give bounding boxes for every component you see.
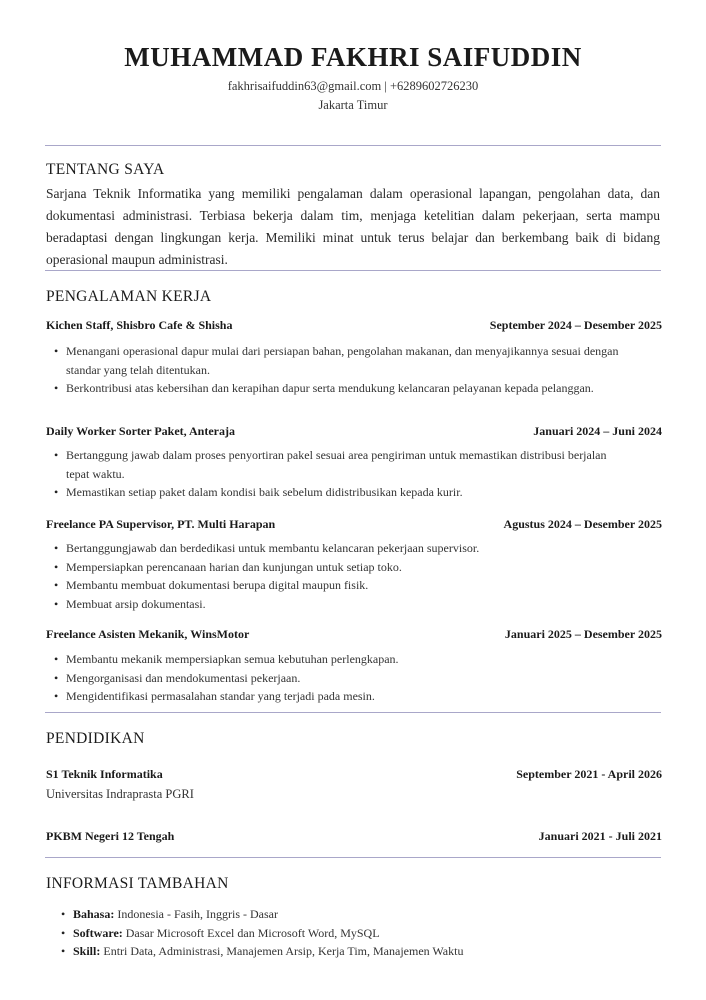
divider <box>45 712 661 713</box>
job-period: Januari 2025 – Desember 2025 <box>504 627 662 641</box>
about-text: Sarjana Teknik Informatika yang memiliki pengalaman dalam operasional lapangan, pengolahan data, dan dokumentasi administrasi. Terbiasa bekerja dalam tim, menjaga ketelitian dalam pekerjaan, serta mampu beradaptasi dengan lingkungan kerja. Memiliki minat untuk terus belajar dan berkembang baik di bidang operasional maupun administrasi. <box>46 186 660 267</box>
job-role: Freelance PA Supervisor, PT. Multi Harapan <box>46 517 276 531</box>
list-item: • Mempersiapkan perencanaan harian dan kunjungan untuk setiap toko. <box>66 558 626 577</box>
info-value: Dasar Microsoft Excel dan Microsoft Word, MySQL <box>125 925 380 940</box>
info-label: Bahasa: <box>73 907 115 921</box>
list-item: • Mengidentifikasi permasalahan standar yang terjadi pada mesin. <box>66 687 626 706</box>
list-item: • Menangani operasional dapur mulai dari persiapan bahan, pengolahan makanan, dan menyajikannya sesuai dengan standar yang telah ditentukan. <box>66 342 626 379</box>
section-title-education: PENDIDIKAN <box>46 730 145 747</box>
info-label: Skill: <box>73 944 101 958</box>
job-role: Freelance Asisten Mekanik, WinsMotor <box>46 627 250 641</box>
job-role: Kichen Staff, Shisbro Cafe & Shisha <box>46 318 233 332</box>
list-item <box>73 924 663 943</box>
education-period: September 2021 - April 2026 <box>516 767 662 781</box>
candidate-name: MUHAMMAD FAKHRI SAIFUDDIN <box>124 42 582 72</box>
job-period: Agustus 2024 – Desember 2025 <box>503 517 662 531</box>
job-period: September 2024 – Desember 2025 <box>489 318 662 332</box>
list-item: • Membantu mekanik mempersiapkan semua kebutuhan perlengkapan. <box>66 650 626 669</box>
info-label: Software: <box>73 925 123 940</box>
list-item: • Berkontribusi atas kebersihan dan kerapihan dapur serta mendukung kelancaran pelayanan kepada pelanggan. <box>66 379 626 398</box>
list-item: • Bertanggung jawab dalam proses penyortiran pakel sesuai area pengiriman untuk memastikan distribusi berjalan tepat waktu. <box>66 446 626 483</box>
education-period: Januari 2021 - Juli 2021 <box>538 829 662 843</box>
list-item: • Membuat arsip dokumentasi. <box>66 595 626 614</box>
list-item: • Membantu membuat dokumentasi berupa digital maupun fisik. <box>66 576 626 595</box>
additional-list <box>73 905 663 961</box>
info-value: Indonesia - Fasih, Inggris - Dasar <box>117 907 278 921</box>
info-value: Entri Data, Administrasi, Manajemen Arsip, Kerja Tim, Manajemen Waktu <box>103 944 464 958</box>
job-role: Daily Worker Sorter Paket, Anteraja <box>46 424 235 438</box>
list-item <box>73 942 663 961</box>
list-item <box>73 905 663 924</box>
list-item: • Memastikan setiap paket dalam kondisi baik sebelum didistribusikan kepada kurir. <box>66 483 626 502</box>
location-line: Jakarta Timur <box>318 98 388 112</box>
job-bullets <box>66 650 626 706</box>
education-degree: S1 Teknik Informatika <box>46 767 163 781</box>
divider <box>45 145 661 146</box>
section-title-about: TENTANG SAYA <box>46 161 165 178</box>
job-bullets <box>66 539 626 613</box>
list-item: • Bertanggungjawab dan berdedikasi untuk membantu kelancaran pekerjaan supervisor. <box>66 539 626 558</box>
education-school: Universitas Indraprasta PGRI <box>46 787 194 801</box>
divider <box>45 270 661 271</box>
job-bullets <box>66 446 626 502</box>
section-title-experience: PENGALAMAN KERJA <box>46 288 212 305</box>
list-item: • Mengorganisasi dan mendokumentasi pekerjaan. <box>66 669 626 688</box>
job-bullets <box>66 342 626 398</box>
education-degree: PKBM Negeri 12 Tengah <box>46 829 175 843</box>
job-period: Januari 2024 – Juni 2024 <box>533 424 662 438</box>
contact-line: fakhrisaifuddin63@gmail.com | +6289602726230 <box>227 79 479 93</box>
section-title-additional: INFORMASI TAMBAHAN <box>46 875 229 892</box>
divider <box>45 857 661 858</box>
